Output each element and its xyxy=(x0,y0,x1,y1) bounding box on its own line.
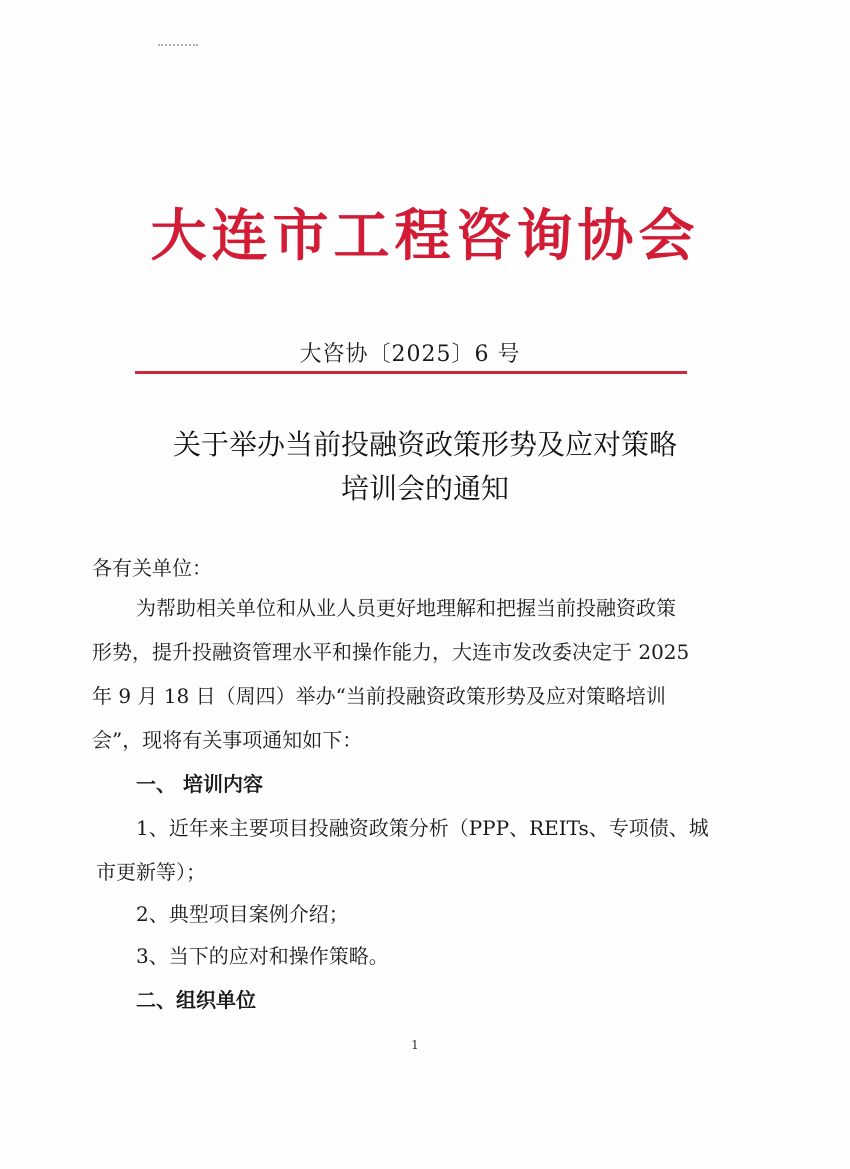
organization-header: 大连市工程咨询协会 xyxy=(150,204,700,269)
notice-title-line-2: 培训会的通知 xyxy=(340,472,509,505)
list-item-2: 2、典型项目案例介绍； xyxy=(136,902,349,926)
section-heading-training-content: 一、 培训内容 xyxy=(136,772,263,796)
intro-line-2: 形势，提升投融资管理水平和操作能力，大连市发改委决定于 2025 xyxy=(92,640,690,664)
page-number: 1 xyxy=(411,1038,419,1052)
salutation: 各有关单位： xyxy=(92,556,212,580)
scan-artifact xyxy=(158,44,198,50)
document-number: 大咨协〔2025〕6 号 xyxy=(299,342,521,367)
notice-title-line-1: 关于举办当前投融资政策形势及应对策略 xyxy=(172,428,677,461)
intro-line-3: 年 9 月 18 日（周四）举办“当前投融资政策形势及应对策略培训 xyxy=(92,684,666,708)
intro-line-4: 会”，现将有关事项通知如下： xyxy=(92,728,363,752)
list-item-3: 3、当下的应对和操作策略。 xyxy=(136,944,389,968)
list-item-1-line-1: 1、近年来主要项目投融资政策分析（PPP、REITs、专项债、城 xyxy=(136,816,709,840)
notice-title xyxy=(100,423,750,511)
section-heading-organizer: 二、组织单位 xyxy=(136,988,256,1012)
intro-line-1: 为帮助相关单位和从业人员更好地理解和把握当前投融资政策 xyxy=(136,596,676,620)
red-separator-line xyxy=(135,371,687,374)
intro-paragraph xyxy=(92,586,752,762)
list-item-1-line-2: 市更新等）； xyxy=(96,860,206,884)
